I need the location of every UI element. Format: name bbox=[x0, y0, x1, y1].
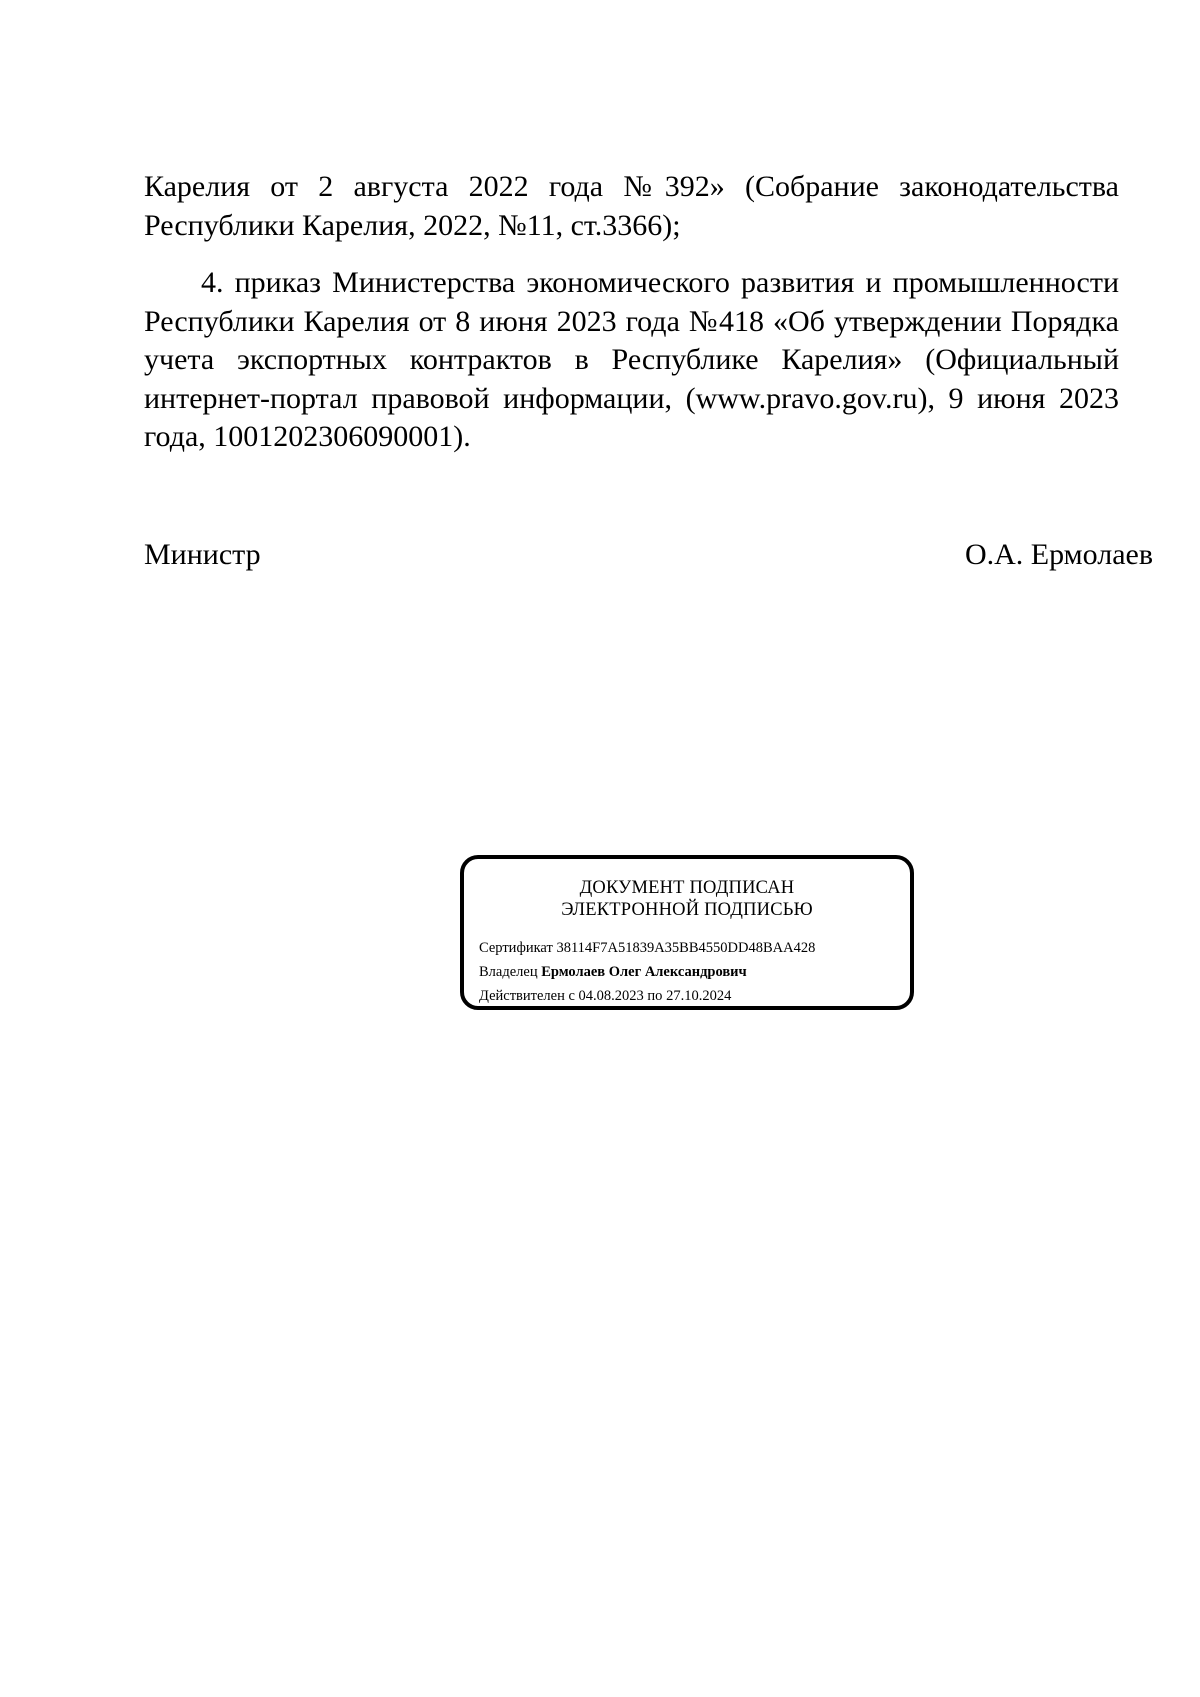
paragraph-continuation: Карелия от 2 августа 2022 года №392» (Собрание законодательства Республики Карелия, 2022, №11, ст.3366); bbox=[144, 170, 1119, 242]
valid-label: Действителен с bbox=[479, 988, 575, 1004]
stamp-certificate-row bbox=[479, 936, 815, 960]
stamp-details bbox=[479, 936, 815, 1008]
stamp-header-line-2: ЭЛЕКТРОННОЙ ПОДПИСЬЮ bbox=[561, 900, 813, 920]
valid-to-label: по bbox=[647, 988, 663, 1004]
signer-title: Министр bbox=[144, 538, 261, 571]
stamp-owner-row bbox=[479, 960, 815, 984]
certificate-label: Сертификат bbox=[479, 940, 553, 956]
paragraph-item-4: 4. приказ Министерства экономического развития и промышленности Республики Карелия от 8 июня 2023 года №418 «Об утверждении Порядка учета экспортных контрактов в Республике Карелия» (Официальный интернет-портал правовой информации, (www.pravo.gov.ru), 9 июня 2023 года, 1001202306090001). bbox=[144, 266, 1119, 453]
stamp-header bbox=[464, 877, 910, 921]
signature-row bbox=[144, 536, 1153, 574]
owner-value: Ермолаев Олег Александрович bbox=[541, 964, 747, 980]
valid-to: 27.10.2024 bbox=[666, 988, 732, 1004]
stamp-header-line-1: ДОКУМЕНТ ПОДПИСАН bbox=[579, 878, 795, 898]
electronic-signature-stamp bbox=[460, 855, 914, 1010]
valid-from: 04.08.2023 bbox=[578, 988, 644, 1004]
certificate-value: 38114F7A51839A35BB4550DD48BAA428 bbox=[556, 940, 816, 956]
owner-label: Владелец bbox=[479, 964, 538, 980]
signer-name: О.А. Ермолаев bbox=[964, 538, 1153, 571]
stamp-validity-row bbox=[479, 984, 815, 1008]
